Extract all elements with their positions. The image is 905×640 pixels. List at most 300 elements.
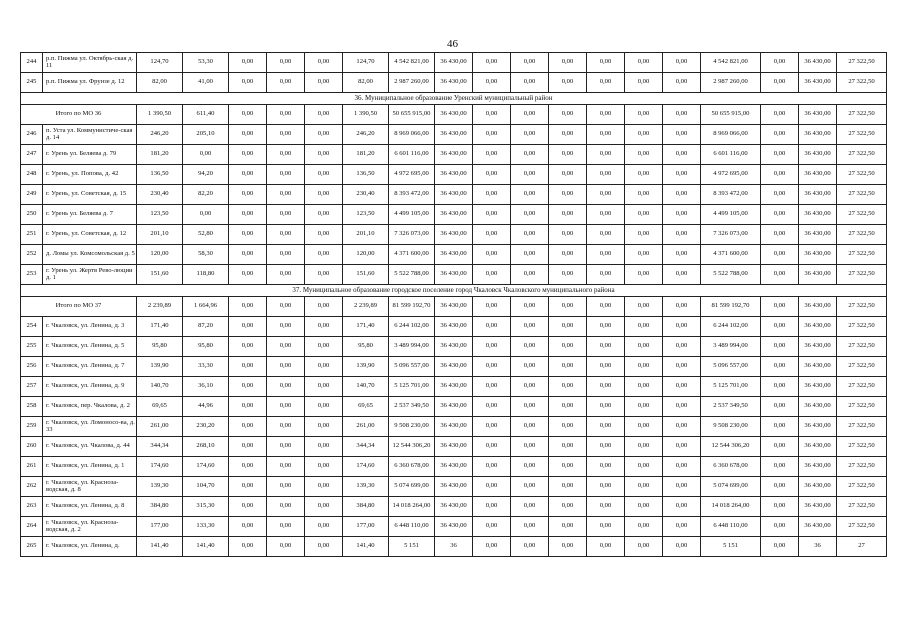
- value-cell: 27 322,50: [837, 377, 887, 397]
- value-cell: 0,00: [511, 357, 549, 377]
- value-cell: 27: [837, 537, 887, 557]
- address-cell: р.п. Пижма ул. Фрунзе д. 12: [43, 73, 137, 93]
- value-cell: 8 393 472,00: [701, 185, 761, 205]
- total-cell: 81 599 192,70: [701, 297, 761, 317]
- table-row: [21, 377, 887, 397]
- value-cell: 0,00: [549, 53, 587, 73]
- value-cell: 36 430,00: [799, 265, 837, 285]
- value-cell: 133,30: [183, 517, 229, 537]
- row-number: 248: [21, 165, 43, 185]
- value-cell: 36 430,00: [435, 205, 473, 225]
- value-cell: 0,00: [473, 477, 511, 497]
- value-cell: 120,00: [137, 245, 183, 265]
- address-cell: г. Чкаловск, ул. Ленина, д. 8: [43, 497, 137, 517]
- value-cell: 7 326 073,00: [701, 225, 761, 245]
- value-cell: 0,00: [587, 265, 625, 285]
- table-row: [21, 125, 887, 145]
- value-cell: 0,00: [267, 125, 305, 145]
- address-cell: г. Урень, ул. Советская, д. 12: [43, 225, 137, 245]
- value-cell: 3 489 994,00: [701, 337, 761, 357]
- value-cell: 0,00: [305, 457, 343, 477]
- value-cell: 5 151: [389, 537, 435, 557]
- value-cell: 0,00: [511, 185, 549, 205]
- value-cell: 36 430,00: [435, 337, 473, 357]
- value-cell: 0,00: [183, 145, 229, 165]
- value-cell: 36 430,00: [435, 125, 473, 145]
- value-cell: 36 430,00: [435, 73, 473, 93]
- table-row: [21, 457, 887, 477]
- value-cell: 261,00: [343, 417, 389, 437]
- value-cell: 95,80: [137, 337, 183, 357]
- value-cell: 0,00: [761, 125, 799, 145]
- value-cell: 36 430,00: [799, 417, 837, 437]
- value-cell: 27 322,50: [837, 457, 887, 477]
- value-cell: 0,00: [663, 317, 701, 337]
- total-cell: 27 322,50: [837, 105, 887, 125]
- value-cell: 14 018 264,00: [389, 497, 435, 517]
- value-cell: 0,00: [473, 437, 511, 457]
- value-cell: 0,00: [305, 537, 343, 557]
- value-cell: 27 322,50: [837, 265, 887, 285]
- value-cell: 0,00: [625, 317, 663, 337]
- table-row: [21, 145, 887, 165]
- total-cell: 0,00: [587, 297, 625, 317]
- value-cell: 123,50: [137, 205, 183, 225]
- value-cell: 0,00: [663, 457, 701, 477]
- value-cell: 0,00: [473, 377, 511, 397]
- value-cell: 0,00: [267, 537, 305, 557]
- total-cell: 0,00: [761, 297, 799, 317]
- row-number: 257: [21, 377, 43, 397]
- value-cell: 0,00: [587, 457, 625, 477]
- value-cell: 6 360 678,00: [389, 457, 435, 477]
- value-cell: 36: [435, 537, 473, 557]
- value-cell: 0,00: [549, 145, 587, 165]
- value-cell: 174,60: [183, 457, 229, 477]
- address-cell: г. Урень, ул. Советская, д. 15: [43, 185, 137, 205]
- row-number: 259: [21, 417, 43, 437]
- value-cell: 27 322,50: [837, 417, 887, 437]
- value-cell: 141,40: [343, 537, 389, 557]
- total-cell: 0,00: [305, 297, 343, 317]
- value-cell: 0,00: [761, 377, 799, 397]
- value-cell: 0,00: [761, 145, 799, 165]
- value-cell: 36 430,00: [799, 145, 837, 165]
- value-cell: 0,00: [229, 537, 267, 557]
- value-cell: 0,00: [625, 397, 663, 417]
- value-cell: 82,20: [183, 185, 229, 205]
- value-cell: 36,10: [183, 377, 229, 397]
- value-cell: 0,00: [267, 185, 305, 205]
- value-cell: 0,00: [549, 245, 587, 265]
- row-number: 249: [21, 185, 43, 205]
- total-cell: 50 655 915,00: [701, 105, 761, 125]
- value-cell: 123,50: [343, 205, 389, 225]
- value-cell: 0,00: [473, 417, 511, 437]
- value-cell: 0,00: [761, 337, 799, 357]
- total-label: Итого по МО 37: [21, 297, 137, 317]
- value-cell: 0,00: [761, 165, 799, 185]
- value-cell: 139,90: [137, 357, 183, 377]
- value-cell: 0,00: [267, 397, 305, 417]
- value-cell: 6 601 116,00: [389, 145, 435, 165]
- value-cell: 151,60: [343, 265, 389, 285]
- value-cell: 0,00: [305, 225, 343, 245]
- value-cell: 0,00: [267, 225, 305, 245]
- value-cell: 0,00: [511, 245, 549, 265]
- value-cell: 0,00: [511, 337, 549, 357]
- row-number: 260: [21, 437, 43, 457]
- value-cell: 0,00: [473, 497, 511, 517]
- value-cell: 0,00: [549, 537, 587, 557]
- total-cell: 36 430,00: [799, 297, 837, 317]
- row-number: 247: [21, 145, 43, 165]
- value-cell: 0,00: [587, 245, 625, 265]
- value-cell: 0,00: [183, 205, 229, 225]
- value-cell: 384,80: [137, 497, 183, 517]
- value-cell: 9 508 230,00: [701, 417, 761, 437]
- table-row: [21, 205, 887, 225]
- table-row: [21, 337, 887, 357]
- value-cell: 36 430,00: [799, 497, 837, 517]
- value-cell: 27 322,50: [837, 497, 887, 517]
- table-row: [21, 245, 887, 265]
- value-cell: 0,00: [761, 417, 799, 437]
- row-number: 264: [21, 517, 43, 537]
- value-cell: 0,00: [549, 265, 587, 285]
- value-cell: 177,00: [343, 517, 389, 537]
- row-number: 250: [21, 205, 43, 225]
- total-cell: 36 430,00: [435, 105, 473, 125]
- value-cell: 36 430,00: [799, 477, 837, 497]
- address-cell: г. Чкаловск, ул. Ленина, д. 3: [43, 317, 137, 337]
- value-cell: 0,00: [267, 377, 305, 397]
- value-cell: 36 430,00: [435, 225, 473, 245]
- value-cell: 6 448 110,00: [389, 517, 435, 537]
- value-cell: 0,00: [549, 457, 587, 477]
- value-cell: 5 096 557,00: [389, 357, 435, 377]
- value-cell: 0,00: [511, 437, 549, 457]
- address-cell: г. Чкаловск, ул. Красноза-водская, д. 2: [43, 517, 137, 537]
- value-cell: 27 322,50: [837, 357, 887, 377]
- value-cell: 36 430,00: [799, 165, 837, 185]
- value-cell: 0,00: [625, 497, 663, 517]
- value-cell: 36 430,00: [799, 437, 837, 457]
- value-cell: 2 987 260,00: [389, 73, 435, 93]
- value-cell: 0,00: [625, 53, 663, 73]
- value-cell: 0,00: [587, 205, 625, 225]
- value-cell: 0,00: [549, 377, 587, 397]
- value-cell: 95,80: [343, 337, 389, 357]
- row-number: 255: [21, 337, 43, 357]
- value-cell: 82,00: [343, 73, 389, 93]
- address-cell: г. Чкаловск, ул. Ленина, д. 9: [43, 377, 137, 397]
- address-cell: г. Урень ул. Беляева д. 79: [43, 145, 137, 165]
- value-cell: 0,00: [267, 357, 305, 377]
- value-cell: 171,40: [137, 317, 183, 337]
- value-cell: 0,00: [267, 73, 305, 93]
- value-cell: 0,00: [625, 537, 663, 557]
- value-cell: 8 969 066,00: [701, 125, 761, 145]
- value-cell: 0,00: [473, 337, 511, 357]
- table-row: [21, 73, 887, 93]
- value-cell: 36 430,00: [799, 125, 837, 145]
- value-cell: 0,00: [625, 185, 663, 205]
- value-cell: 0,00: [229, 497, 267, 517]
- total-cell: 36 430,00: [435, 297, 473, 317]
- address-cell: п. Уста ул. Коммунистиче-ская д. 14: [43, 125, 137, 145]
- value-cell: 36 430,00: [799, 225, 837, 245]
- value-cell: 0,00: [305, 73, 343, 93]
- value-cell: 0,00: [511, 225, 549, 245]
- value-cell: 0,00: [511, 53, 549, 73]
- total-cell: 0,00: [663, 105, 701, 125]
- value-cell: 0,00: [305, 437, 343, 457]
- value-cell: 0,00: [229, 417, 267, 437]
- value-cell: 0,00: [625, 337, 663, 357]
- value-cell: 36 430,00: [799, 337, 837, 357]
- value-cell: 0,00: [229, 397, 267, 417]
- value-cell: 0,00: [761, 497, 799, 517]
- value-cell: 36 430,00: [799, 397, 837, 417]
- value-cell: 0,00: [663, 245, 701, 265]
- value-cell: 0,00: [229, 457, 267, 477]
- value-cell: 36 430,00: [799, 317, 837, 337]
- value-cell: 0,00: [305, 145, 343, 165]
- value-cell: 230,40: [343, 185, 389, 205]
- value-cell: 246,20: [343, 125, 389, 145]
- row-number: 246: [21, 125, 43, 145]
- value-cell: 0,00: [761, 73, 799, 93]
- value-cell: 27 322,50: [837, 145, 887, 165]
- value-cell: 0,00: [511, 497, 549, 517]
- value-cell: 36 430,00: [435, 265, 473, 285]
- value-cell: 27 322,50: [837, 317, 887, 337]
- value-cell: 6 244 102,00: [701, 317, 761, 337]
- value-cell: 136,50: [343, 165, 389, 185]
- table-row: [21, 537, 887, 557]
- value-cell: 0,00: [549, 497, 587, 517]
- value-cell: 8 969 066,00: [389, 125, 435, 145]
- value-cell: 0,00: [267, 417, 305, 437]
- value-cell: 36 430,00: [435, 165, 473, 185]
- value-cell: 0,00: [663, 397, 701, 417]
- value-cell: 27 322,50: [837, 185, 887, 205]
- value-cell: 3 489 994,00: [389, 337, 435, 357]
- section-title: 36. Муниципальное образование Уренский муниципальный район: [21, 93, 887, 105]
- value-cell: 36 430,00: [435, 397, 473, 417]
- value-cell: 0,00: [305, 125, 343, 145]
- value-cell: 8 393 472,00: [389, 185, 435, 205]
- value-cell: 0,00: [761, 245, 799, 265]
- value-cell: 268,10: [183, 437, 229, 457]
- value-cell: 27 322,50: [837, 53, 887, 73]
- value-cell: 0,00: [229, 317, 267, 337]
- table-row: [21, 417, 887, 437]
- total-cell: 1 664,96: [183, 297, 229, 317]
- housing-register-table: [20, 52, 887, 557]
- total-cell: 0,00: [267, 297, 305, 317]
- table-row: [21, 357, 887, 377]
- value-cell: 5 522 788,00: [701, 265, 761, 285]
- value-cell: 6 601 116,00: [701, 145, 761, 165]
- row-number: 265: [21, 537, 43, 557]
- value-cell: 0,00: [305, 397, 343, 417]
- address-cell: г. Чкаловск, ул. Чкалова, д. 44: [43, 437, 137, 457]
- value-cell: 36 430,00: [799, 245, 837, 265]
- value-cell: 0,00: [625, 517, 663, 537]
- value-cell: 0,00: [473, 145, 511, 165]
- value-cell: 36 430,00: [435, 417, 473, 437]
- value-cell: 0,00: [473, 357, 511, 377]
- value-cell: 36 430,00: [435, 457, 473, 477]
- value-cell: 36 430,00: [435, 317, 473, 337]
- value-cell: 0,00: [625, 225, 663, 245]
- total-cell: 0,00: [625, 297, 663, 317]
- value-cell: 52,80: [183, 225, 229, 245]
- value-cell: 0,00: [305, 477, 343, 497]
- value-cell: 0,00: [305, 185, 343, 205]
- value-cell: 118,80: [183, 265, 229, 285]
- value-cell: 0,00: [229, 437, 267, 457]
- value-cell: 0,00: [305, 165, 343, 185]
- value-cell: 0,00: [549, 185, 587, 205]
- value-cell: 36 430,00: [799, 517, 837, 537]
- value-cell: 0,00: [473, 205, 511, 225]
- value-cell: 4 542 821,00: [389, 53, 435, 73]
- section-title: 37. Муниципальное образование городское поселение город Чкаловск Чкаловского муниципального района: [21, 285, 887, 297]
- value-cell: 0,00: [549, 397, 587, 417]
- value-cell: 181,20: [343, 145, 389, 165]
- value-cell: 6 244 102,00: [389, 317, 435, 337]
- value-cell: 0,00: [511, 457, 549, 477]
- total-cell: 36 430,00: [799, 105, 837, 125]
- value-cell: 0,00: [267, 317, 305, 337]
- value-cell: 2 537 349,50: [701, 397, 761, 417]
- value-cell: 0,00: [663, 145, 701, 165]
- value-cell: 0,00: [229, 225, 267, 245]
- row-number: 252: [21, 245, 43, 265]
- value-cell: 0,00: [305, 417, 343, 437]
- value-cell: 5 096 557,00: [701, 357, 761, 377]
- value-cell: 0,00: [473, 537, 511, 557]
- value-cell: 141,40: [183, 537, 229, 557]
- value-cell: 171,40: [343, 317, 389, 337]
- value-cell: 0,00: [267, 437, 305, 457]
- value-cell: 0,00: [587, 125, 625, 145]
- value-cell: 0,00: [549, 165, 587, 185]
- table-row: [21, 397, 887, 417]
- value-cell: 2 537 349,50: [389, 397, 435, 417]
- value-cell: 0,00: [229, 165, 267, 185]
- value-cell: 14 018 264,00: [701, 497, 761, 517]
- total-cell: 1 390,50: [343, 105, 389, 125]
- value-cell: 36: [799, 537, 837, 557]
- value-cell: 0,00: [511, 517, 549, 537]
- value-cell: 0,00: [549, 337, 587, 357]
- value-cell: 124,70: [343, 53, 389, 73]
- value-cell: 0,00: [267, 145, 305, 165]
- total-cell: 0,00: [229, 105, 267, 125]
- value-cell: 0,00: [511, 537, 549, 557]
- total-cell: 0,00: [511, 105, 549, 125]
- value-cell: 0,00: [511, 317, 549, 337]
- value-cell: 4 499 105,00: [701, 205, 761, 225]
- value-cell: 0,00: [625, 73, 663, 93]
- value-cell: 0,00: [549, 225, 587, 245]
- value-cell: 0,00: [473, 53, 511, 73]
- total-cell: 0,00: [511, 297, 549, 317]
- value-cell: 27 322,50: [837, 397, 887, 417]
- table-row: [21, 437, 887, 457]
- value-cell: 4 542 821,00: [701, 53, 761, 73]
- value-cell: 0,00: [511, 165, 549, 185]
- value-cell: 0,00: [549, 517, 587, 537]
- value-cell: 0,00: [663, 185, 701, 205]
- value-cell: 139,30: [343, 477, 389, 497]
- value-cell: 0,00: [587, 537, 625, 557]
- value-cell: 0,00: [587, 145, 625, 165]
- value-cell: 0,00: [587, 377, 625, 397]
- document-sheet: [20, 52, 886, 557]
- value-cell: 0,00: [587, 477, 625, 497]
- value-cell: 0,00: [267, 205, 305, 225]
- value-cell: 0,00: [473, 165, 511, 185]
- value-cell: 0,00: [305, 245, 343, 265]
- section-header-row: [21, 93, 887, 105]
- value-cell: 0,00: [663, 497, 701, 517]
- value-cell: 0,00: [625, 457, 663, 477]
- value-cell: 0,00: [625, 377, 663, 397]
- value-cell: 36 430,00: [799, 53, 837, 73]
- total-cell: 0,00: [587, 105, 625, 125]
- value-cell: 0,00: [511, 397, 549, 417]
- table-row: [21, 185, 887, 205]
- value-cell: 0,00: [761, 357, 799, 377]
- value-cell: 140,70: [137, 377, 183, 397]
- total-cell: 2 239,89: [137, 297, 183, 317]
- value-cell: 0,00: [663, 477, 701, 497]
- value-cell: 0,00: [587, 517, 625, 537]
- value-cell: 36 430,00: [435, 477, 473, 497]
- value-cell: 0,00: [305, 205, 343, 225]
- value-cell: 0,00: [473, 317, 511, 337]
- table-row: [21, 265, 887, 285]
- total-cell: 0,00: [761, 105, 799, 125]
- value-cell: 7 326 073,00: [389, 225, 435, 245]
- value-cell: 58,30: [183, 245, 229, 265]
- value-cell: 0,00: [549, 205, 587, 225]
- total-cell: 81 599 192,70: [389, 297, 435, 317]
- row-number: 263: [21, 497, 43, 517]
- value-cell: 0,00: [473, 225, 511, 245]
- row-number: 253: [21, 265, 43, 285]
- value-cell: 0,00: [305, 337, 343, 357]
- value-cell: 124,70: [137, 53, 183, 73]
- row-number: 254: [21, 317, 43, 337]
- value-cell: 0,00: [267, 477, 305, 497]
- value-cell: 27 322,50: [837, 245, 887, 265]
- value-cell: 0,00: [587, 397, 625, 417]
- value-cell: 5 074 699,00: [389, 477, 435, 497]
- value-cell: 0,00: [625, 265, 663, 285]
- value-cell: 201,10: [137, 225, 183, 245]
- value-cell: 0,00: [229, 245, 267, 265]
- value-cell: 5 125 701,00: [389, 377, 435, 397]
- value-cell: 0,00: [305, 497, 343, 517]
- table-row: [21, 517, 887, 537]
- value-cell: 0,00: [473, 457, 511, 477]
